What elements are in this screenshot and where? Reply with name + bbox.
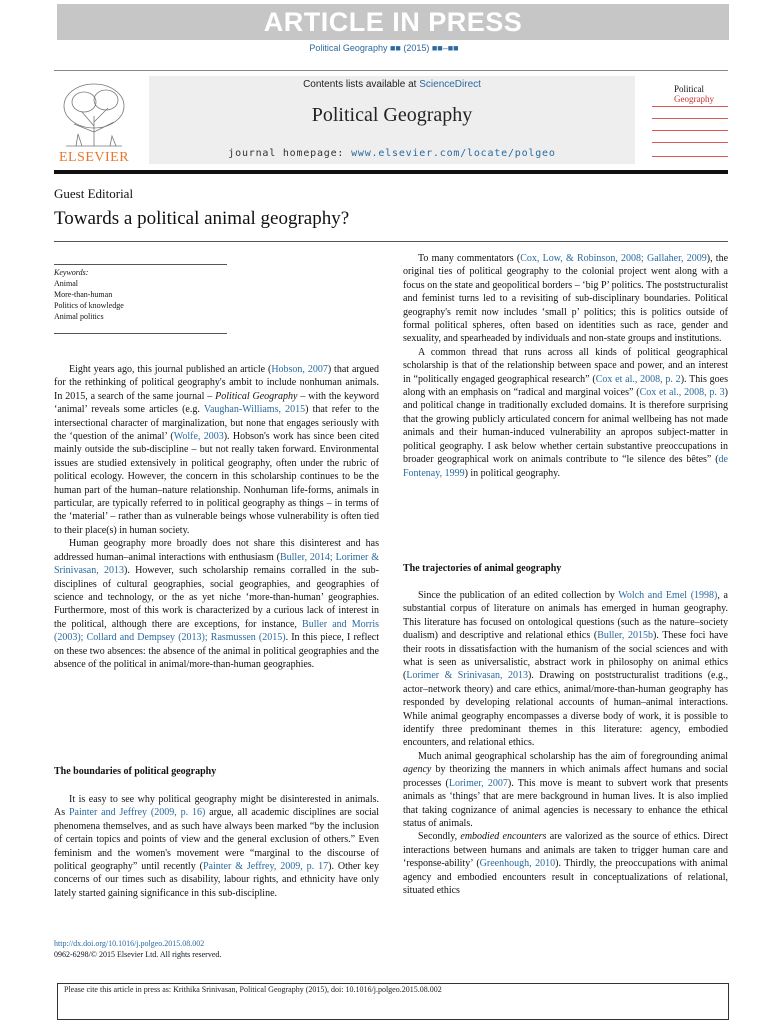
section-heading-boundaries: The boundaries of political geography (54, 766, 217, 777)
keyword-item: Animal (54, 279, 78, 288)
paragraph: Eight years ago, this journal published an article (Hobson, 2007) that argued for the rethinking of political geography's ambit to include nonhuman animals. In 2015, a search of the same journal – Political Geography – with the keyword ‘animal’ reveals some articles (e.g. Vaughan-Williams, 2015) that refer to the intersectional character of marginalization, but none that engages seriously with the ‘question of the animal’ (Wolfe, 2003). Hobson's work has since been cited mainly outside the sub-discipline – but not really taken forward. Environmental issues are studied extensively in political geography, often under the rubric of political ecology. However, the concern in this scholarship continues to be the human part of the human–nature relationship. Nonhuman life-forms, animals in particular, are typically referred to in political geography as things – in terms of the ‘material’ – rather than as vulnerable beings whose vulnerability is often tied to their place(s) in human society. (54, 364, 380, 536)
journal-name: Political Geography (311, 104, 473, 126)
citation-link[interactable]: de Fontenay, 1999 (403, 454, 728, 479)
citation-link[interactable]: Buller, 2014; Lorimer & Srinivasan, 2013 (54, 551, 379, 577)
sciencedirect-link[interactable]: ScienceDirect (419, 79, 481, 90)
citation-link[interactable]: Painter & Jeffrey, 2009, p. 17 (202, 861, 329, 873)
paragraph: To many commentators (Cox, Low, & Robinson, 2008; Gallaher, 2009), the original ties of political geography to the colonial project went along with a focus on the state and geopolitical borders – ‘big P’ politics. The poststructuralist and feminist turns led to a revisiting of sub-disciplinary boundaries. Political geography's remit now includes ‘small p’ politics; this is politics outside of formal political spheres, often based on identities such as race, gender and sexuality, and spearheaded by individuals and non-state groups and institutions. (403, 253, 729, 345)
title-divider (54, 241, 728, 242)
journal-cover-thumbnail (652, 76, 728, 164)
elsevier-wordmark: ELSEVIER (58, 150, 130, 165)
header-thick-rule (54, 170, 728, 174)
right-column (403, 252, 728, 480)
paragraph: Much animal geographical scholarship has the aim of foregrounding animal agency by theorizing the manners in which animals affect humans and social processes (Lorimer, 2007). This move is meant to subvert work that presents animals as ‘things’ that are mere background in human lives. It is also implied that taking cognizance of animal agencies is necessary to enhance the ethical status of animals. (403, 750, 728, 829)
contents-available: Contents lists available at ScienceDirect (303, 79, 481, 90)
keyword-item: More-than-human (54, 290, 113, 299)
keywords-heading: Keywords: (54, 268, 89, 277)
doi-link[interactable]: http://dx.doi.org/10.1016/j.polgeo.2015.08.002 (54, 939, 205, 948)
paragraph: Since the publication of an edited collection by Wolch and Emel (1998), a substantial corpus of literature on animals has emerged in human geography. This literature has focused on ontological questions (such as the nature–society dualism) and descriptive and relational ethics (Buller, 2015b). These foci have their roots in dissatisfaction with the humanism of the social sciences and with what is seen as universalistic, abstract work in philosophy on animal ethics (Lorimer & Srinivasan, 2013). Drawing on poststructuralist traditions (e.g., actor–network theory) and care ethics, animal/more-than-human geography has responded by developing relational accounts of human–animal interactions. While animal geography encompasses a diverse body of work, it is possible to identify three predominant themes in this literature: agency, embodied encounters, and relational ethics. (403, 590, 728, 749)
article-title: Towards a political animal geography? (54, 208, 350, 229)
cover-title-line-1: Political (674, 84, 704, 94)
citation-link[interactable]: Vaughan-Williams, 2015 (203, 404, 306, 416)
doi-block (54, 938, 221, 960)
journal-homepage: journal homepage: www.elsevier.com/locate/polgeo (228, 148, 556, 159)
journal-citation: Political Geography ■■ (2015) ■■–■■ (309, 43, 459, 53)
citation-link[interactable]: Greenhough, 2010 (479, 858, 556, 870)
citation-link[interactable]: Cox, Low, & Robinson, 2008; Gallaher, 2009 (520, 253, 707, 264)
keyword-item: Politics of knowledge (54, 301, 124, 310)
citation-link[interactable]: Wolfe, 2003 (173, 431, 224, 443)
citation-link[interactable]: Buller, 2015b (597, 630, 653, 642)
left-column-continued (54, 793, 379, 900)
paragraph: A common thread that runs across all kinds of political geographical scholarship is that of the relationship between space and power, and an interest in “politically engaged geographical research” (Cox et al., 2008, p. 2). This goes along with an emphasis on “radical and marginal voices” (Cox et al., 2008, p. 3) and political change in traditionally excluded domains. It is therefore surprising that the growing publicly articulated concern for animal wellbeing has not made animals and their human-induced vulnerability an apropos subject-matter in political geography. I ask below whether certain substantive preoccupations in broader geographical work on animals contribute to “le silence des bêtes” (de Fontenay, 1999) in political geography. (403, 346, 729, 479)
citation-footer: Please cite this article in press as: Krithika Srinivasan, Political Geography (2015), doi: 10.1016/j.polgeo.2015.08.002 (64, 985, 442, 994)
article-in-press-banner: ARTICLE IN PRESS (57, 4, 729, 40)
citation-link[interactable]: Cox et al., 2008, p. 2 (595, 373, 681, 385)
citation-link[interactable]: Hobson, 2007 (271, 364, 328, 375)
citation-link[interactable]: Buller and Morris (2003); Collard and Dempsey (2013); Rasmussen (2015) (54, 618, 379, 644)
left-column (54, 363, 379, 671)
right-column-continued (403, 589, 728, 897)
keywords-block (54, 267, 124, 322)
citation-link[interactable]: Painter and Jeffrey (2009, p. 16) (68, 807, 206, 819)
header-divider (54, 70, 728, 71)
paragraph: It is easy to see why political geography might be disinterested in animals. As Painter and Jeffrey (2009, p. 16) argue, all academic disciplines are social phenomena themselves, and as such have always been marked “by the inclusion of certain topics and points of view and the general exclusion of others.” Even feminism and the women's movement were “marginal to the discourse of political geography” until recently (Painter & Jeffrey, 2009, p. 17). Other key concerns of our times such as disability, labour rights, and ethnicity have only lately started gaining significance in this sub-discipline. (54, 794, 379, 899)
copyright: 0962-6298/© 2015 Elsevier Ltd. All rights reserved. (54, 950, 222, 959)
article-type: Guest Editorial (54, 186, 134, 201)
homepage-link[interactable]: www.elsevier.com/locate/polgeo (351, 148, 556, 159)
citation-link[interactable]: Cox et al., 2008, p. 3 (639, 387, 725, 399)
cover-title-line-2: Geography (674, 94, 714, 104)
citation-link[interactable]: Lorimer & Srinivasan, 2013 (406, 670, 528, 682)
citation-link[interactable]: Lorimer, 2007 (448, 777, 508, 789)
keyword-item: Animal politics (54, 312, 104, 321)
section-heading-trajectories: The trajectories of animal geography (403, 563, 562, 574)
paragraph: Human geography more broadly does not share this disinterest and has addressed human–animal interactions with enthusiasm (Buller, 2014; Lorimer & Srinivasan, 2013). However, such scholarship remains corralled in the sub-disciplines of cultural geographies, social geographies, and geographies of science and technology, or the as yet niche ‘more-than-human’ geographies. Furthermore, most of this work is characterized by a curious lack of interest in the political, although there are exceptions, for instance, Buller and Morris (2003); Collard and Dempsey (2013); Rasmussen (2015). In this piece, I reflect on these two absences: the absence of the animal in political geographies and the absence of the political in animal/more-than-human geographies. (54, 538, 380, 670)
citation-link[interactable]: Wolch and Emel (1998) (618, 590, 718, 601)
paragraph: Secondly, embodied encounters are valorized as the source of ethics. Direct interactions between humans and animals are taken to trigger human care and ‘response-ability’ (Greenhough, 2010). Thirdly, the preoccupations with animal agency and embodied encounters result in conceptualizations of relational, situated ethics (403, 831, 729, 896)
